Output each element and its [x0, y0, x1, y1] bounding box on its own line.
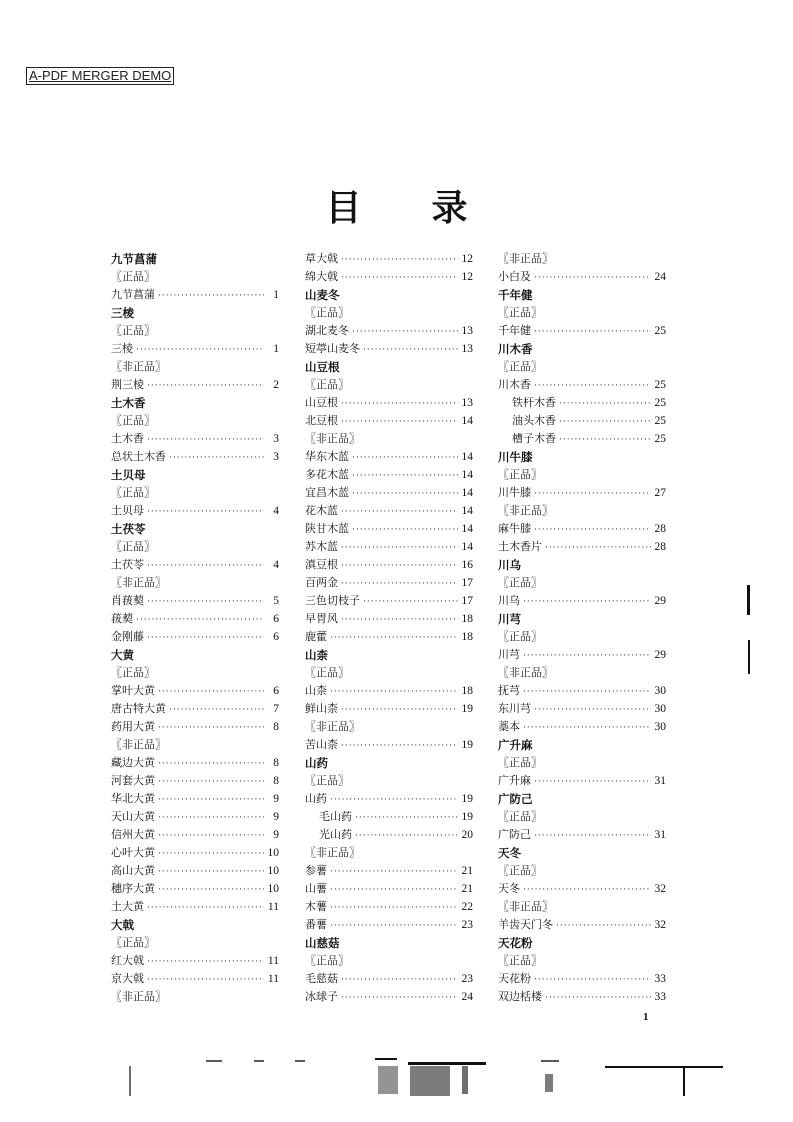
toc-page-number: 8 [273, 721, 279, 733]
toc-entry-name: 信州大黄 [111, 828, 155, 841]
toc-entry-name: 山薯 [305, 882, 327, 895]
toc-entry-name: 麻牛膝 [498, 522, 531, 535]
toc-entry-name: 湖北麦冬 [305, 324, 349, 337]
toc-entry-name: 鹿藿 [305, 630, 327, 643]
toc-entry-name: 高山大黄 [111, 864, 155, 877]
scan-mark [748, 640, 750, 674]
toc-entry-name: 宜昌木蓝 [305, 486, 349, 499]
scan-mark [375, 1058, 397, 1060]
toc-page-number: 13 [461, 397, 473, 409]
toc-entry-name: 土茯苓 [111, 558, 144, 571]
toc-entry-name: 川乌 [498, 594, 520, 607]
toc-entry-name: 油头木香 [512, 414, 556, 427]
toc-page-number: 3 [273, 451, 279, 463]
toc-entry-name: 金刚藤 [111, 630, 144, 643]
toc-page-number: 24 [654, 271, 666, 283]
toc-entry-name: 心叶大黄 [111, 846, 155, 859]
toc-category-label: 〖非正品〗 [498, 900, 553, 913]
toc-category-label: 〖非正品〗 [498, 504, 553, 517]
toc-page-number: 9 [273, 811, 279, 823]
toc-page-number: 28 [654, 541, 666, 553]
toc-category-label: 〖正品〗 [111, 486, 155, 499]
toc-page-number: 33 [654, 991, 666, 1003]
toc-page-number: 14 [461, 469, 473, 481]
toc-page-number: 12 [461, 271, 473, 283]
toc-page-number: 14 [461, 451, 473, 463]
toc-entry-name: 冰球子 [305, 990, 338, 1003]
toc-page-number: 2 [273, 379, 279, 391]
toc-page-number: 14 [461, 505, 473, 517]
toc-page-number: 17 [461, 595, 473, 607]
toc-entry-name: 番薯 [305, 918, 327, 931]
toc-page-number: 14 [461, 415, 473, 427]
toc-entry-name: 土大黄 [111, 900, 144, 913]
toc-category-label: 〖正品〗 [111, 666, 155, 679]
toc-category-label: 〖正品〗 [498, 756, 542, 769]
toc-heading: 土木香 [111, 396, 146, 410]
toc-page-number: 17 [461, 577, 473, 589]
toc-heading: 天冬 [498, 846, 521, 860]
toc-page-number: 9 [273, 793, 279, 805]
toc-heading: 山麦冬 [305, 288, 340, 302]
toc-page-number: 4 [273, 505, 279, 517]
toc-page-number: 18 [461, 685, 473, 697]
toc-category-label: 〖非正品〗 [111, 990, 166, 1003]
toc-entry-name: 华北大黄 [111, 792, 155, 805]
scan-mark [683, 1068, 685, 1096]
toc-page-number: 11 [267, 955, 279, 967]
toc-entry-name: 参薯 [305, 864, 327, 877]
toc-entry-name: 天花粉 [498, 972, 531, 985]
toc-category-label: 〖正品〗 [111, 414, 155, 427]
scan-mark [545, 1074, 553, 1092]
toc-category-label: 〖非正品〗 [498, 252, 553, 265]
toc-page-number: 14 [461, 541, 473, 553]
toc-entry-name: 穗序大黄 [111, 882, 155, 895]
toc-page-number: 21 [461, 865, 473, 877]
toc-page-number: 19 [461, 703, 473, 715]
toc-entry-name: 京大戟 [111, 972, 144, 985]
toc-heading: 大戟 [111, 918, 134, 932]
toc-entry-name: 菝葜 [111, 612, 133, 625]
toc-heading: 九节菖蒲 [111, 252, 157, 266]
toc-entry-name: 鲜山柰 [305, 702, 338, 715]
toc-entry-name: 河套大黄 [111, 774, 155, 787]
toc-page-number: 6 [273, 613, 279, 625]
toc-entry-name: 双边栝楼 [498, 990, 542, 1003]
toc-entry-name: 毛慈菇 [305, 972, 338, 985]
toc-entry-name: 红大戟 [111, 954, 144, 967]
toc-category-label: 〖正品〗 [111, 540, 155, 553]
toc-heading: 土茯苓 [111, 522, 146, 536]
scan-mark [541, 1060, 559, 1062]
toc-category-label: 〖正品〗 [111, 270, 155, 283]
scan-mark [129, 1066, 131, 1096]
title-char-1: 目 [325, 188, 362, 229]
toc-entry-name: 天冬 [498, 882, 520, 895]
toc-page-number: 23 [461, 973, 473, 985]
toc-heading: 川木香 [498, 342, 533, 356]
toc-page-number: 32 [654, 883, 666, 895]
watermark-label: A-PDF MERGER DEMO [26, 67, 174, 85]
toc-page-number: 28 [654, 523, 666, 535]
toc-entry-name: 荆三棱 [111, 378, 144, 391]
toc-entry-name: 天山大黄 [111, 810, 155, 823]
toc-page-number: 4 [273, 559, 279, 571]
toc-page-number: 23 [461, 919, 473, 931]
toc-entry-name: 羊齿天门冬 [498, 918, 553, 931]
toc-entry-name: 铁杆木香 [512, 396, 556, 409]
toc-heading: 广防己 [498, 792, 533, 806]
toc-entry-name: 藁本 [498, 720, 520, 733]
toc-category-label: 〖正品〗 [111, 936, 155, 949]
toc-page-number: 8 [273, 775, 279, 787]
toc-entry-name: 槽子木香 [512, 432, 556, 445]
toc-entry-name: 肖菝葜 [111, 594, 144, 607]
toc-heading: 山药 [305, 756, 328, 770]
toc-entry-name: 绵大戟 [305, 270, 338, 283]
toc-page-number: 7 [273, 703, 279, 715]
toc-entry-name: 短葶山麦冬 [305, 342, 360, 355]
toc-entry-name: 陕甘木蓝 [305, 522, 349, 535]
toc-category-label: 〖正品〗 [111, 324, 155, 337]
toc-page-number: 18 [461, 631, 473, 643]
toc-page-number: 25 [654, 397, 666, 409]
toc-entry-name: 三色切枝子 [305, 594, 360, 607]
toc-page-number: 11 [267, 973, 279, 985]
toc-heading: 天花粉 [498, 936, 533, 950]
title-char-2: 录 [431, 188, 468, 229]
toc-category-label: 〖正品〗 [498, 630, 542, 643]
toc-page-number: 29 [654, 649, 666, 661]
scan-mark [410, 1066, 450, 1096]
toc-entry-name: 藏边大黄 [111, 756, 155, 769]
toc-page-number: 33 [654, 973, 666, 985]
scan-mark [295, 1060, 305, 1062]
toc-page-number: 1 [273, 343, 279, 355]
toc-heading: 川牛膝 [498, 450, 533, 464]
scan-mark [605, 1066, 723, 1068]
toc-entry-name: 土木香 [111, 432, 144, 445]
toc-page-number: 25 [654, 325, 666, 337]
toc-entry-name: 滇豆根 [305, 558, 338, 571]
toc-heading: 川乌 [498, 558, 521, 572]
toc-page-number: 3 [273, 433, 279, 445]
toc-entry-name: 华东木蓝 [305, 450, 349, 463]
toc-entry-name: 唐古特大黄 [111, 702, 166, 715]
toc-heading: 广升麻 [498, 738, 533, 752]
toc-heading: 大黄 [111, 648, 134, 662]
toc-entry-name: 川芎 [498, 648, 520, 661]
scan-mark [378, 1066, 398, 1094]
toc-entry-name: 千年健 [498, 324, 531, 337]
toc-entry-name: 木薯 [305, 900, 327, 913]
toc-page-number: 30 [654, 685, 666, 697]
toc-entry-name: 东川芎 [498, 702, 531, 715]
toc-page-number: 6 [273, 631, 279, 643]
toc-entry-name: 毛山药 [319, 810, 352, 823]
toc-entry-name: 广升麻 [498, 774, 531, 787]
toc-page-number: 19 [461, 739, 473, 751]
toc-heading: 川芎 [498, 612, 521, 626]
toc-page-number: 10 [267, 865, 279, 877]
toc-category-label: 〖非正品〗 [111, 360, 166, 373]
toc-page-number: 9 [273, 829, 279, 841]
toc-category-label: 〖正品〗 [498, 360, 542, 373]
toc-page-number: 5 [273, 595, 279, 607]
toc-page-number: 30 [654, 721, 666, 733]
toc-entry-name: 三棱 [111, 342, 133, 355]
toc-page-number: 31 [654, 829, 666, 841]
toc-category-label: 〖正品〗 [305, 306, 349, 319]
toc-category-label: 〖非正品〗 [305, 720, 360, 733]
toc-entry-name: 草大戟 [305, 252, 338, 265]
toc-entry-name: 百两金 [305, 576, 338, 589]
toc-entry-name: 早胃风 [305, 612, 338, 625]
toc-entry-name: 川木香 [498, 378, 531, 391]
toc-category-label: 〖正品〗 [498, 468, 542, 481]
toc-category-label: 〖正品〗 [305, 954, 349, 967]
toc-heading: 山柰 [305, 648, 328, 662]
toc-page-number: 14 [461, 523, 473, 535]
toc-page-number: 18 [461, 613, 473, 625]
toc-entry-name: 川牛膝 [498, 486, 531, 499]
toc-page-number: 20 [461, 829, 473, 841]
toc-entry-name: 光山药 [319, 828, 352, 841]
toc-entry-name: 山柰 [305, 684, 327, 697]
toc-page-number: 22 [461, 901, 473, 913]
toc-heading: 山慈菇 [305, 936, 340, 950]
toc-page-number: 12 [461, 253, 473, 265]
toc-page-number: 24 [461, 991, 473, 1003]
toc-category-label: 〖正品〗 [498, 810, 542, 823]
toc-page-number: 30 [654, 703, 666, 715]
toc-category-label: 〖正品〗 [498, 954, 542, 967]
toc-entry-name: 土木香片 [498, 540, 542, 553]
toc-page-number: 19 [461, 793, 473, 805]
toc-page-number: 10 [267, 847, 279, 859]
scan-mark [254, 1060, 264, 1062]
toc-entry-name: 九节菖蒲 [111, 288, 155, 301]
toc-page-number: 13 [461, 343, 473, 355]
toc-entry-name: 土贝母 [111, 504, 144, 517]
toc-entry-name: 总状土木香 [111, 450, 166, 463]
toc-category-label: 〖正品〗 [498, 306, 542, 319]
toc-category-label: 〖正品〗 [305, 774, 349, 787]
toc-category-label: 〖非正品〗 [305, 846, 360, 859]
toc-entry-name: 山药 [305, 792, 327, 805]
toc-category-label: 〖正品〗 [498, 864, 542, 877]
toc-category-label: 〖正品〗 [305, 378, 349, 391]
toc-entry-name: 掌叶大黄 [111, 684, 155, 697]
toc-page-number: 21 [461, 883, 473, 895]
toc-category-label: 〖非正品〗 [111, 576, 166, 589]
toc-heading: 土贝母 [111, 468, 146, 482]
toc-page-number: 16 [461, 559, 473, 571]
toc-page-number: 6 [273, 685, 279, 697]
toc-page-number: 14 [461, 487, 473, 499]
toc-page-number: 25 [654, 415, 666, 427]
toc-page-number: 8 [273, 757, 279, 769]
toc-page-number: 11 [267, 901, 279, 913]
toc-category-label: 〖非正品〗 [305, 432, 360, 445]
toc-page-number: 13 [461, 325, 473, 337]
toc-entry-name: 苏木蓝 [305, 540, 338, 553]
page-number: 1 [643, 1011, 649, 1023]
toc-page-number: 32 [654, 919, 666, 931]
toc-heading: 三棱 [111, 306, 134, 320]
toc-entry-name: 抚芎 [498, 684, 520, 697]
toc-entry-name: 花木蓝 [305, 504, 338, 517]
scan-mark [408, 1062, 486, 1065]
toc-entry-name: 苦山柰 [305, 738, 338, 751]
toc-entry-name: 小白及 [498, 270, 531, 283]
toc-page-number: 25 [654, 379, 666, 391]
toc-page-number: 27 [654, 487, 666, 499]
toc-category-label: 〖非正品〗 [498, 666, 553, 679]
toc-category-label: 〖正品〗 [498, 576, 542, 589]
toc-page-number: 1 [273, 289, 279, 301]
toc-page-number: 31 [654, 775, 666, 787]
scan-mark [747, 585, 750, 615]
toc-heading: 千年健 [498, 288, 533, 302]
toc-entry-name: 北豆根 [305, 414, 338, 427]
toc-heading: 山豆根 [305, 360, 340, 374]
toc-entry-name: 山豆根 [305, 396, 338, 409]
scan-mark [206, 1060, 222, 1062]
toc-page-number: 29 [654, 595, 666, 607]
toc-page-number: 19 [461, 811, 473, 823]
toc-page-number: 25 [654, 433, 666, 445]
toc-entry-name: 广防己 [498, 828, 531, 841]
toc-entry-name: 药用大黄 [111, 720, 155, 733]
toc-page-number: 10 [267, 883, 279, 895]
scan-mark [462, 1066, 468, 1094]
toc-category-label: 〖正品〗 [305, 666, 349, 679]
toc-category-label: 〖非正品〗 [111, 738, 166, 751]
toc-entry-name: 多花木蓝 [305, 468, 349, 481]
